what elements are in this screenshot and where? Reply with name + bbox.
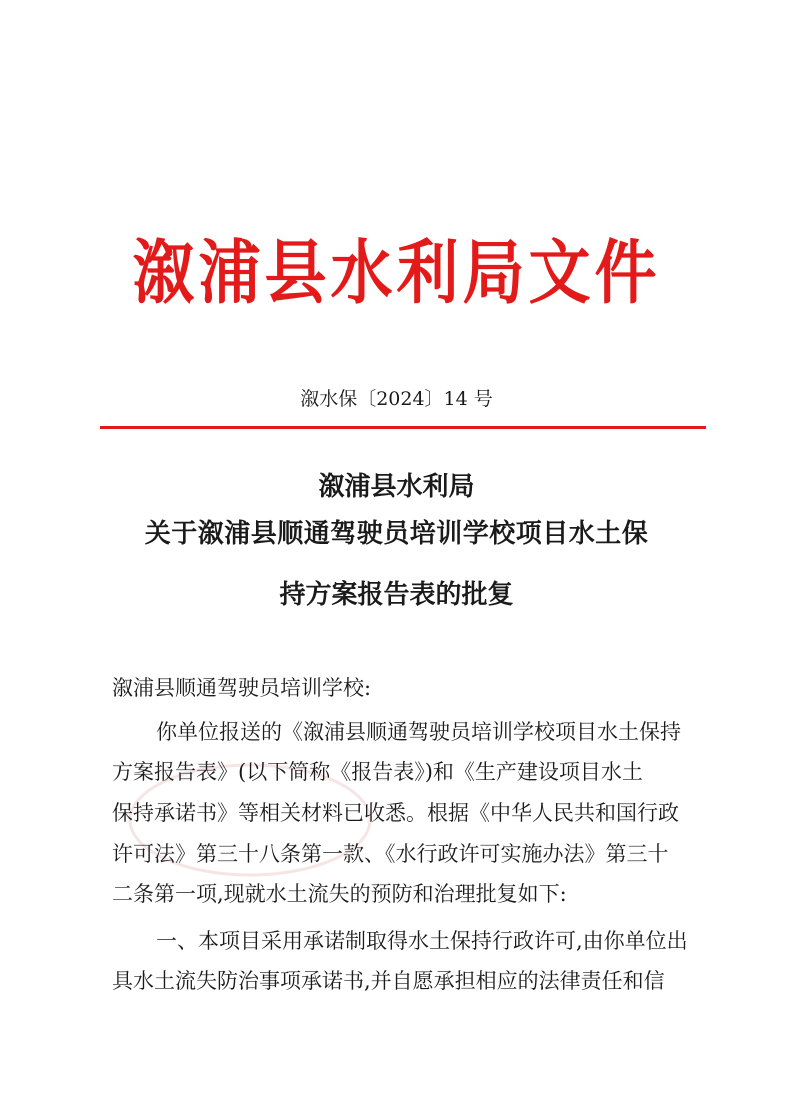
document-title-line-1: 溆浦县水利局: [318, 472, 475, 502]
document-title-line-2: 关于溆浦县顺通驾驶员培训学校项目水土保: [144, 519, 649, 549]
body-paragraph-line: 许可法》第三十八条第一款、《水行政许可实施办法》第三十: [112, 842, 669, 866]
body-paragraph-line: 一、本项目采用承诺制取得水土保持行政许可,由你单位出: [156, 929, 688, 953]
document-title-line-3: 持方案报告表的批复: [279, 580, 514, 610]
body-paragraph-line: 二条第一项,现就水土流失的预防和治理批复如下:: [112, 882, 567, 906]
document-number: 溆水保〔2024〕14 号: [300, 388, 493, 410]
body-paragraph-line: 具水土流失防治事项承诺书,并自愿承担相应的法律责任和信: [112, 969, 665, 993]
recipient-line: 溆浦县顺通驾驶员培训学校:: [112, 676, 372, 700]
red-divider-line: [100, 426, 706, 429]
document-header-title: 溆浦县水利局文件: [132, 231, 661, 314]
body-paragraph-line: 保持承诺书》等相关材料已收悉。根据《中华人民共和国行政: [112, 801, 679, 825]
body-paragraph-line: 你单位报送的《溆浦县顺通驾驶员培训学校项目水土保持: [156, 720, 681, 744]
body-paragraph-line: 方案报告表》(以下简称《报告表》)和《生产建设项目水土: [112, 760, 643, 784]
